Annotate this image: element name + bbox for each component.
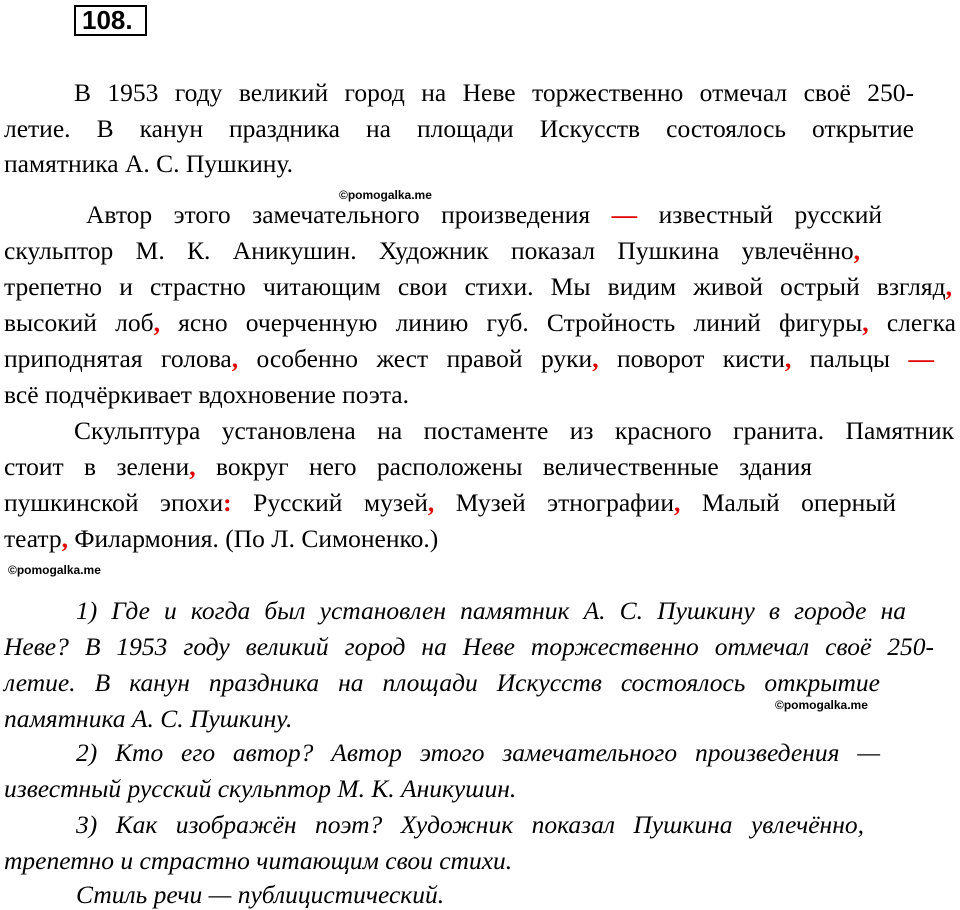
text-segment: театр [4,524,62,553]
answer-line [4,774,516,804]
highlighted-punctuation: , [153,308,160,337]
text-line [4,344,934,374]
text-segment: ясно очерченную линию губ. Стройность линий фигуры [159,308,863,337]
highlighted-punctuation: — [611,200,638,229]
text-segment: известный русский скульптор М. К. Аникушин. [4,774,517,803]
text-segment: особенно жест правой руки [238,344,593,373]
highlighted-punctuation: , [862,308,869,337]
text-segment: 3) Как изображён поэт? Художник показал Пушкина увлечённо, [76,810,864,839]
highlighted-punctuation: , [592,344,599,373]
answer-line [76,810,864,840]
text-line [4,524,438,554]
highlighted-punctuation: , [427,488,435,517]
text-line [4,114,914,144]
highlighted-punctuation: , [853,236,860,265]
text-segment: памятника А. С. Пушкину. [4,149,293,178]
exercise-number: 108. [74,5,147,36]
text-segment: приподнятая голова [4,344,232,373]
watermark: ©pomogalka.me [775,698,868,712]
text-line [74,416,954,446]
answer-line [4,632,934,662]
text-line [4,272,952,302]
text-segment: высокий лоб [4,308,154,337]
highlighted-punctuation: , [189,452,196,481]
text-segment: трепетно и страстно читающим свои стихи. [4,846,513,875]
answer-line [4,846,512,876]
text-segment: всё подчёркивает вдохновение поэта. [4,380,409,409]
answer-line [4,668,880,698]
text-line [86,200,882,230]
answer-line [76,880,444,910]
text-segment: Скульптура установлена на постаменте из красного гранита. Памятник [74,416,954,445]
text-line [4,236,860,266]
watermark: ©pomogalka.me [339,188,432,202]
text-segment: летие. В канун праздника на площади Искусств состоялось открытие [4,114,914,143]
text-line [4,452,812,482]
text-segment: Русский музей [231,488,428,517]
answer-line [76,738,880,768]
highlighted-punctuation: , [673,488,681,517]
text-segment: скульптор М. К. Аникушин. Художник показал Пушкина увлечённо [4,236,854,265]
text-segment: Стиль речи — публицистический. [76,880,445,909]
text-segment: Музей этнографии [434,488,674,517]
answer-line [76,596,906,626]
text-line [74,78,914,108]
text-segment: пальцы [791,344,909,373]
text-segment: стоит в зелени [4,452,190,481]
highlighted-punctuation: , [945,272,952,301]
text-line [4,308,956,338]
text-segment: Автор этого замечательного произведения [86,200,612,229]
highlighted-punctuation: : [223,488,232,517]
highlighted-punctuation: , [231,344,239,373]
answer-line [4,704,292,734]
text-segment: слегка [868,308,956,337]
text-segment: 1) Где и когда был установлен памятник А. С. Пушкину в городе на [76,596,906,625]
text-segment: летие. В канун праздника на площади Искусств состоялось открытие [4,668,880,697]
highlighted-punctuation: — [908,344,934,373]
text-segment: 2) Кто его автор? Автор этого замечательного произведения — [76,738,880,767]
text-segment: Неве? В 1953 году великий город на Неве торжественно отмечал своё 250- [4,632,934,661]
highlighted-punctuation: , [61,524,69,553]
highlighted-punctuation: , [784,344,792,373]
text-segment: пушкинской эпохи [4,488,224,517]
text-segment: Филармония. (По Л. Симоненко.) [68,524,439,553]
text-line [4,488,896,518]
text-segment: поворот кисти [598,344,785,373]
text-segment: известный русский [637,200,882,229]
text-line [4,149,293,179]
text-segment: В 1953 году великий город на Неве торжественно отмечал своё 250- [74,78,914,107]
text-segment: вокруг него расположены величественные здания [195,452,812,481]
text-line [4,380,409,410]
text-segment: трепетно и страстно читающим свои стихи. Мы видим живой острый взгляд [4,272,946,301]
text-segment: памятника А. С. Пушкину. [4,704,293,733]
text-segment: Малый оперный [680,488,896,517]
watermark: ©pomogalka.me [8,563,101,577]
